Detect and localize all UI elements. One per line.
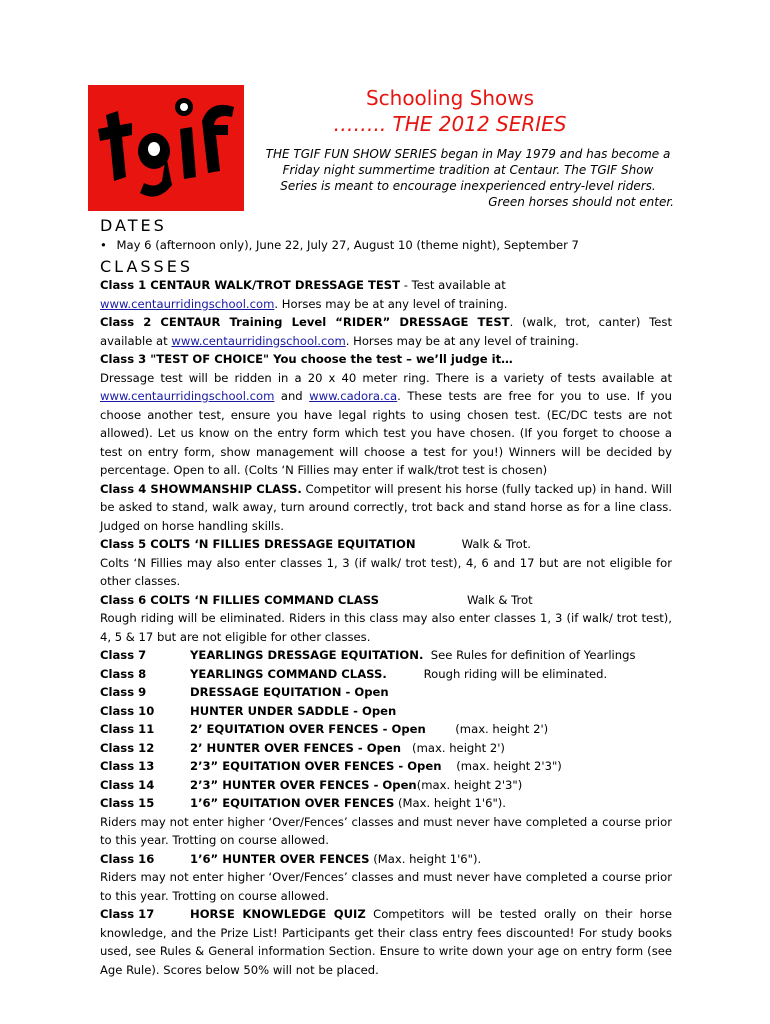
class-name: DRESSAGE EQUITATION - Open bbox=[190, 685, 389, 699]
class-17-name: HORSE KNOWLEDGE QUIZ bbox=[190, 907, 366, 921]
class-number: Class 14 bbox=[100, 777, 155, 792]
title-line-2: …….. THE 2012 SERIES bbox=[333, 112, 567, 136]
class-number: Class 9 bbox=[100, 685, 147, 699]
class-6 bbox=[100, 591, 672, 647]
class-5-name: Class 5 COLTS ‘N FILLIES DRESSAGE EQUITATION bbox=[100, 537, 416, 551]
class-3-link-2[interactable]: www.cadora.ca bbox=[309, 389, 398, 403]
class-1-link[interactable]: www.centaurridingschool.com bbox=[100, 296, 275, 311]
class-3-and: and bbox=[274, 389, 310, 403]
class-row bbox=[100, 665, 672, 684]
classes-body bbox=[100, 276, 672, 979]
class-2-link[interactable]: www.centaurridingschool.com bbox=[171, 333, 346, 348]
class-1-desc: - Test available at bbox=[400, 278, 506, 292]
class-3-link-1[interactable]: www.centaurridingschool.com bbox=[100, 389, 275, 403]
class-number: Class 13 bbox=[100, 759, 155, 773]
class-number: Class 11 bbox=[100, 722, 155, 736]
class-16-desc: Riders may not enter higher ‘Over/Fences’ classes and must never have completed a course prior to this year. Trotting on course allowed. bbox=[100, 870, 672, 903]
class-number: Class 8 bbox=[100, 666, 147, 681]
class-note: (max. height 2'3") bbox=[416, 777, 523, 792]
class-5-desc: Colts ‘N Fillies may also enter classes 1, 3 (if walk/ trot test), 4, 6 and 17 but are not eligible for other classes. bbox=[100, 555, 672, 588]
dates-heading: DATES bbox=[100, 216, 167, 235]
class-name: 2’3” HUNTER OVER FENCES - Open bbox=[190, 777, 417, 792]
class-15-desc: Riders may not enter higher ‘Over/Fences’ classes and must never have completed a course prior to this year. Trotting on course allowed. bbox=[100, 814, 672, 847]
class-5 bbox=[100, 535, 672, 591]
class-name: HUNTER UNDER SADDLE - Open bbox=[190, 703, 397, 718]
class-4 bbox=[100, 480, 672, 536]
class-name: 2’3” EQUITATION OVER FENCES - Open bbox=[190, 759, 442, 773]
class-row bbox=[100, 776, 672, 795]
class-4-name: Class 4 SHOWMANSHIP CLASS. bbox=[100, 481, 302, 496]
class-17-number: Class 17 bbox=[100, 907, 155, 921]
class-3-text-2: . These tests are free for you to use. If you choose another test, ensure you have legal rights to using chosen test. (EC/DC tests are not allowed). Let us know on the entry form which test you have chosen. (If you forget to choose a test on entry form, show management will choose a test for you!) Winners will be decided by percentage. Open to all. (Colts ‘N Fillies may enter if walk/trot test is chosen) bbox=[100, 389, 672, 477]
dates-line bbox=[100, 236, 579, 254]
intro-line-1: THE TGIF FUN SHOW SERIES began in May 1979 and has become a bbox=[265, 147, 671, 161]
class-4-desc: Competitor will present his horse (fully tacked up) in hand. Will be asked to stand, walk away, turn around correctly, trot back and stand horse as for a line class. Judged on horse handling skills. bbox=[100, 481, 673, 533]
intro-line-4: Green horses should not enter. bbox=[488, 195, 674, 209]
class-number: Class 12 bbox=[100, 740, 155, 755]
class-6-gait: Walk & Trot bbox=[466, 592, 533, 607]
intro-text bbox=[262, 146, 674, 210]
title-line-1: Schooling Shows bbox=[365, 86, 535, 110]
class-row bbox=[100, 646, 672, 665]
class-6-name: Class 6 COLTS ‘N FILLIES COMMAND CLASS bbox=[100, 592, 379, 607]
tgif-logo-art bbox=[88, 85, 244, 211]
class-16 bbox=[100, 850, 672, 869]
class-3 bbox=[100, 350, 672, 480]
class-name: 2’ HUNTER OVER FENCES - Open bbox=[190, 740, 401, 755]
class-15-name: 1’6” EQUITATION OVER FENCES bbox=[190, 796, 395, 810]
class-note: (max. height 2') bbox=[401, 740, 505, 755]
class-16-name: 1’6” HUNTER OVER FENCES bbox=[190, 851, 370, 866]
class-name: YEARLINGS COMMAND CLASS. bbox=[190, 666, 387, 681]
class-16-number: Class 16 bbox=[100, 851, 155, 866]
class-2 bbox=[100, 313, 672, 350]
class-6-desc: Rough riding will be eliminated. Riders in this class may also enter classes 1, 3 (if walk/ trot test), 4, 5 & 17 but are not eligible for other classes. bbox=[100, 611, 672, 644]
class-note: (max. height 2'3") bbox=[441, 759, 562, 773]
class-1 bbox=[100, 276, 672, 313]
class-name: YEARLINGS DRESSAGE EQUITATION. bbox=[190, 648, 424, 662]
class-2-name: Class 2 CENTAUR Training Level “RIDER” DRESSAGE TEST bbox=[100, 315, 510, 329]
class-5-gait: Walk & Trot. bbox=[461, 537, 531, 551]
classes-heading: CLASSES bbox=[100, 257, 193, 276]
class-number: Class 7 bbox=[100, 648, 147, 662]
class-row bbox=[100, 757, 672, 776]
class-row bbox=[100, 683, 672, 702]
class-2-tail: . Horses may be at any level of training. bbox=[345, 333, 579, 348]
class-3-name: Class 3 "TEST OF CHOICE" You choose the test – we’ll judge it… bbox=[100, 352, 513, 366]
class-3-text-1: Dressage test will be ridden in a 20 x 40 meter ring. There is a variety of tests available at bbox=[100, 370, 672, 385]
class-row bbox=[100, 702, 672, 721]
class-16-note: (Max. height 1'6"). bbox=[369, 851, 482, 866]
class-15-number: Class 15 bbox=[100, 796, 155, 810]
class-row bbox=[100, 720, 672, 739]
class-note: (max. height 2') bbox=[425, 722, 549, 736]
class-17 bbox=[100, 905, 672, 979]
class-1-tail: . Horses may be at any level of training. bbox=[274, 296, 508, 311]
class-15-note: (Max. height 1'6"). bbox=[394, 796, 506, 810]
class-note: Rough riding will be eliminated. bbox=[386, 666, 608, 681]
class-number: Class 10 bbox=[100, 703, 155, 718]
class-17-desc: Competitors will be tested orally on their horse knowledge, and the Prize List! Participants get their class entry fees discounted! For study books used, see Rules & General information Section. Ensure to write down your age on entry form (see Age Rule). Scores below 50% will not be placed. bbox=[100, 907, 672, 977]
class-row bbox=[100, 739, 672, 758]
class-1-name: Class 1 CENTAUR WALK/TROT DRESSAGE TEST bbox=[100, 278, 401, 292]
dates-text: May 6 (afternoon only), June 22, July 27, August 10 (theme night), September 7 bbox=[116, 238, 579, 252]
tgif-logo bbox=[88, 85, 244, 211]
class-note: See Rules for definition of Yearlings bbox=[423, 648, 636, 662]
intro-line-2: Friday night summertime tradition at Centaur. The TGIF Show bbox=[282, 163, 654, 177]
class-2-desc: . (walk, trot, canter) Test available at bbox=[100, 315, 673, 348]
intro-line-3: Series is meant to encourage inexperienced entry-level riders. bbox=[280, 179, 656, 193]
class-15 bbox=[100, 794, 672, 813]
bullet-icon: • bbox=[100, 238, 107, 252]
class-name: 2’ EQUITATION OVER FENCES - Open bbox=[190, 722, 426, 736]
